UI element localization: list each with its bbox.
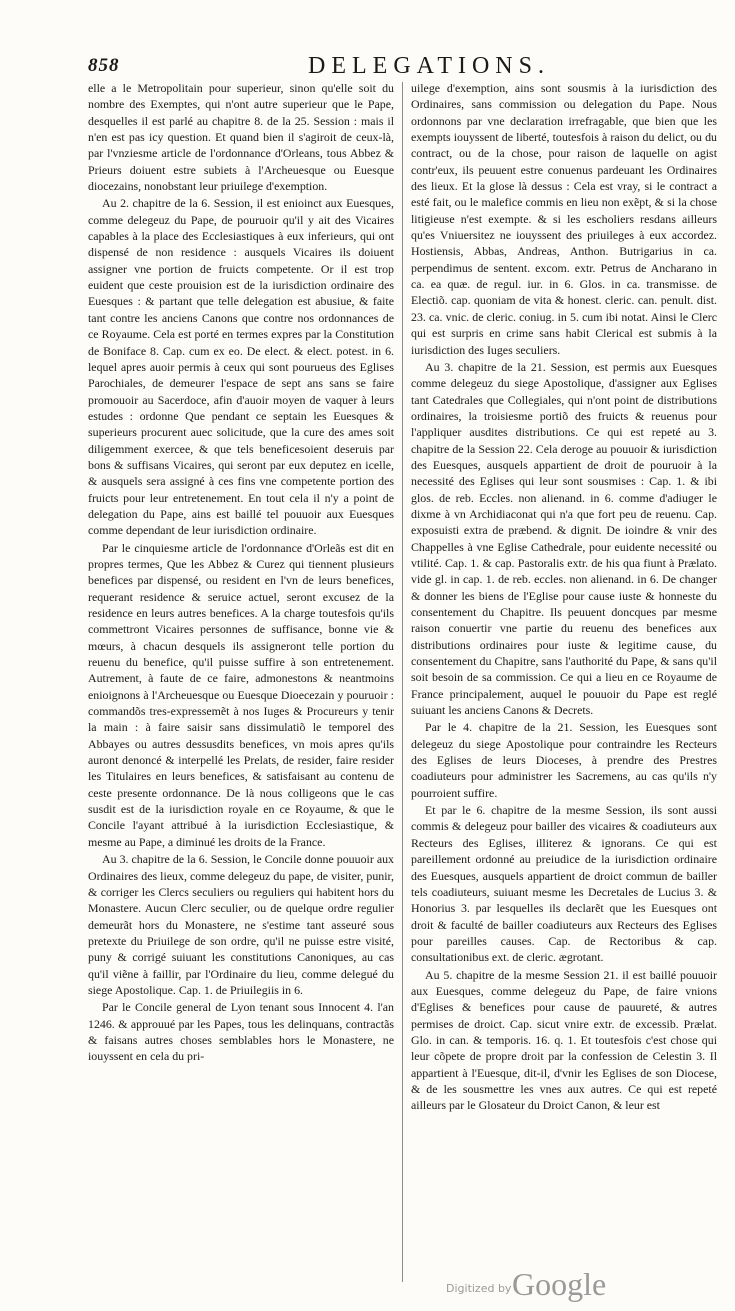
right-column: [411, 80, 717, 1290]
paragraph: Par le cinquiesme article de l'ordonnance d'Orleãs est dit en propres termes, Que les Abbez & Curez qui tiennent plusieurs benefices par dispensé, ou resident en l'vn de leurs benefices, requerant residence & seruice actuel, seront excusez de la residence en leurs autres benefices. A la charge toutesfois qu'ils commettront Vicaires personnes de suffisance, bonne vie & mœurs, à chacun desquels ils assigneront telle portion du reuenu du benefice, qu'il puisse suffire à son entretenement. Autrement, à faute de ce faire, admonestons & neantmoins enioignons à l'Archeuesque ou Euesque Dioecezain y pouruoir : commandõs tres-expressemẽt à nos Iuges & Procureurs y tenir la main : à faire saisir sans dissimulatiõ le temporel des Abbayes ou autres dessusdits benefices, vn mois apres qu'ils auront denoncé & interpellé les Prelats, de resider, faire resider les Titulaires en leurs benefices, & satisfaisant au contenu de ceste presente ordonnance. De là nous colligeons que le cas susdit est de la iurisdiction royale en ce Royaume, & que le Concile l'ayant attribué à la iurisdiction Ecclesiastique, & mesme au Pape, a diminué les droits de la France.: [88, 540, 394, 849]
paragraph: Par le Concile general de Lyon tenant sous Innocent 4. l'an 1246. & approuué par les Papes, tous les delinquans, contractãs & faisans autres choses semblables hors le Monastere, ne iouyssent en cela du pri-: [88, 1000, 394, 1064]
left-column: [88, 80, 394, 1290]
paragraph: Et par le 6. chapitre de la mesme Session, ils sont aussi commis & delegeuz pour bailler des vicaires & coadiuteurs aux Recteurs des Eglises, illiterez & ignorans. Ce qui est pareillement ordonné au preiudice de la iurisdiction ordinaire des Euesques, ausquels appartient de droict commun de bailler tels coadiuteurs, suiuant mesme les Decretales de Lucius 3. & Honorius 3. par lesquelles ils declarẽt que les Euesques ont droit & faculté de bailler coadiuteurs aux Recteurs des Eglises pour pareilles causes. Cap. de Rectoribus & cap. consultationibus ext. de cleric. ægrotant.: [411, 803, 717, 965]
paragraph: Par le 4. chapitre de la 21. Session, les Euesques sont delegeuz du siege Apostolique pour contraindre les Recteurs des Eglises de leurs Dioceses, à prendre des Prestres coadiuteurs pour administrer les Sacremens, au cas qu'ils n'y pourroient suffire.: [411, 720, 717, 800]
paragraph: Au 5. chapitre de la mesme Session 21. il est baillé pouuoir aux Euesques, comme delegeuz du Pape, de faire vnions d'Eglises & benefices pour cause de pauureté, & autres permises de droict. Cap. sicut vnire extr. de excessib. Prælat. Glo. in can. & temporis. 16. q. 1. Et toutesfois c'est chose qui leur cõpete de propre droit par la confession de Celestin 3. Il appartient à l'Euesque, dit-il, d'vnir les Eglises de son Diocese, & de les sousmettre les vnes aux autres. Ce qui est repeté ailleurs par le Glosateur du Droict Canon, & leur est: [411, 967, 717, 1113]
watermark-prefix: Digitized by: [446, 1282, 512, 1295]
digitized-watermark: [446, 1268, 676, 1304]
google-logo: Google: [512, 1266, 607, 1302]
paragraph: elle a le Metropolitain pour superieur, sinon qu'elle soit du nombre des Exemptes, qui n'ont autre superieur que le Pape, desquelles il est parlé au chapitre 8. de la 25. Session : mais il n'en est pas icy question. Et quand bien il s'agiroit de ceux-là, par l'vnziesme article de l'ordonnance d'Orleans, tous Abbez & Prieurs doiuent estre subiets à l'Archeuesque ou Euesque diocezains, nonobstant leur priuilege d'exemption.: [88, 81, 394, 194]
column-divider: [402, 82, 403, 1282]
page-number: 858: [88, 55, 120, 76]
paragraph: uilege d'exemption, ains sont sousmis à la iurisdiction des Ordinaires, sans commission ou delegation du Pape. Nous ordonnons par vne declaration irrefragable, que bien que les exempts iouyssent de liberté, toutesfois à raison du delict, ou du contract, ou de la chose, pour raison de laquelle on agist contr'eux, ils peuuent estre conuenus pardeuant les Ordinaires des lieux. Et la glose là dessus : Cela est vray, si le contract a esté fait, ou le malefice commis en lieu non exẽpt, & si la chose litigieuse n'est exempte. & si les escholiers resdans ailleurs qu'es Vniuersitez ne iouyssent des priuileges à eux accordez. Hostiensis, Abbas, Andreas, Anthon. Butrigarius in ca. perpendimus de sentent. excom. extr. Petrus de Ancharano in ca. ea quæ. de regul. iur. in 6. Glos. in ca. transmisse. de Electiõ. cap. quoniam de vita & honest. cleric. can. penult. dist. 23. ca. vnic. de cleric. coniug. in 5. cum ibi notat. Ainsi le Clerc qui est surpris en crime sans habit Clerical est submis à la iurisdiction des Iuges seculiers.: [411, 81, 717, 357]
text-columns: [88, 80, 720, 1310]
running-title: DELEGATIONS.: [308, 53, 550, 79]
paragraph: Au 2. chapitre de la 6. Session, il est enioinct aux Euesques, comme delegeuz du Pape, de pouruoir qu'il y ait des Vicaires capables à la place des Ecclesiastiques à eux inferieurs, qui ont dispensé de non residence : ausquels Vicaires ils doiuent assigner vne portion de fruicts competente. Or il est trop euident que ceste prouision est de la iurisdiction ordinaire des Euesques : & partant que telle delegation est abusiue, & faite tant contre les anciens Canons que contre nos ordonnances de ce Royaume. Cela est porté en termes expres par la Constitution de Boniface 8. Cap. cum ex eo. De elect. & elect. potest. in 6. lequel apres auoir permis à ceux qui sont pourueus des Eglises Parochiales, de demeurer l'espace de sept ans sans se faire promouoir au Sacerdoce, afin d'auoir moyen de vaquer à leurs estudes : ordonne Que pendant ce septain les Euesques & superieurs procurent auec solicitude, que la cure des ames soit diligemment exercee, & que tels beneficesoient deseruis par bons & suffisans Vicaires, qui seront par eux deputez en icelle, & ausquels sera assigné à ces fins vne competente portion des fruicts pour leur entretenement. En tout cela il n'y a point de delegation du Pape, ains est baillé tel pouuoir aux Euesques comme dependant de leur iurisdiction ordinaire.: [88, 196, 394, 538]
paragraph: Au 3. chapitre de la 21. Session, est permis aux Euesques comme delegeuz du siege Apostolique, d'assigner aux Eglises tant Catedrales que Collegiales, qui n'ont point de distributions ordinaires, la troisiesme portiõ des fruicts & reuenus pour l'appliquer ausdites distributions. Ce qui est repeté au 3. chapitre de la Session 22. Cela deroge au pouuoir & iurisdiction des Euesques, ausquels appartient de droit de pouruoir à la necessité des Eglises qui leur sont sousmises : Cap. 1. & ibi glos. de reb. Eccles. non alienand. in 6. comme d'adiuger le dixme à vn Archidiaconat qui n'a que fort peu de reuenu. Cap. exposuisti extra de præbend. & dignit. De ioindre & vnir des Chappelles à vne Eglise Cathedrale, pour euidente necessité ou vtilité. Cap. 1. & cap. Pastoralis extr. de his qua fiunt à Prælato. vide gl. in cap. 1. de reb. eccles. non alienand. in 6. De changer & donner les biens de l'Eglise pour cause iuste & honneste du consentement du Chapitre. Ils peuuent doncques par mesme raison conuertir vne partie du reuenu des benefices aux distributions ordinaires pour iuste & legitime cause, du consentement du Chapitre, sans l'authorité du Pape, & sans qu'il soit besoin de sa commission. Ce qui a lieu en ce Royaume de France principalement, auquel le pouuoir du Pape est reglé suiuant les anciens Canons & Decrets.: [411, 359, 717, 718]
paragraph: Au 3. chapitre de la 6. Session, le Concile donne pouuoir aux Ordinaires des lieux, comme delegeuz du pape, de visiter, punir, & corriger les Clercs seculiers ou reguliers qui habitent hors du Monastere. Aucun Clerc seculier, ou de quelque ordre regulier demeurãt hors du Monastere, ne s'estime tant asseuré sous pretexte du Priuilege de son ordre, qu'il ne puisse estre visité, puny & corrigé suiuant les constitutions Canoniques, au cas qu'il viẽne à faillir, par l'Ordinaire du lieu, comme delegué du siege Apostolique. Cap. 1. de Priuilegiis in 6.: [88, 852, 394, 997]
page-header: [88, 55, 698, 81]
